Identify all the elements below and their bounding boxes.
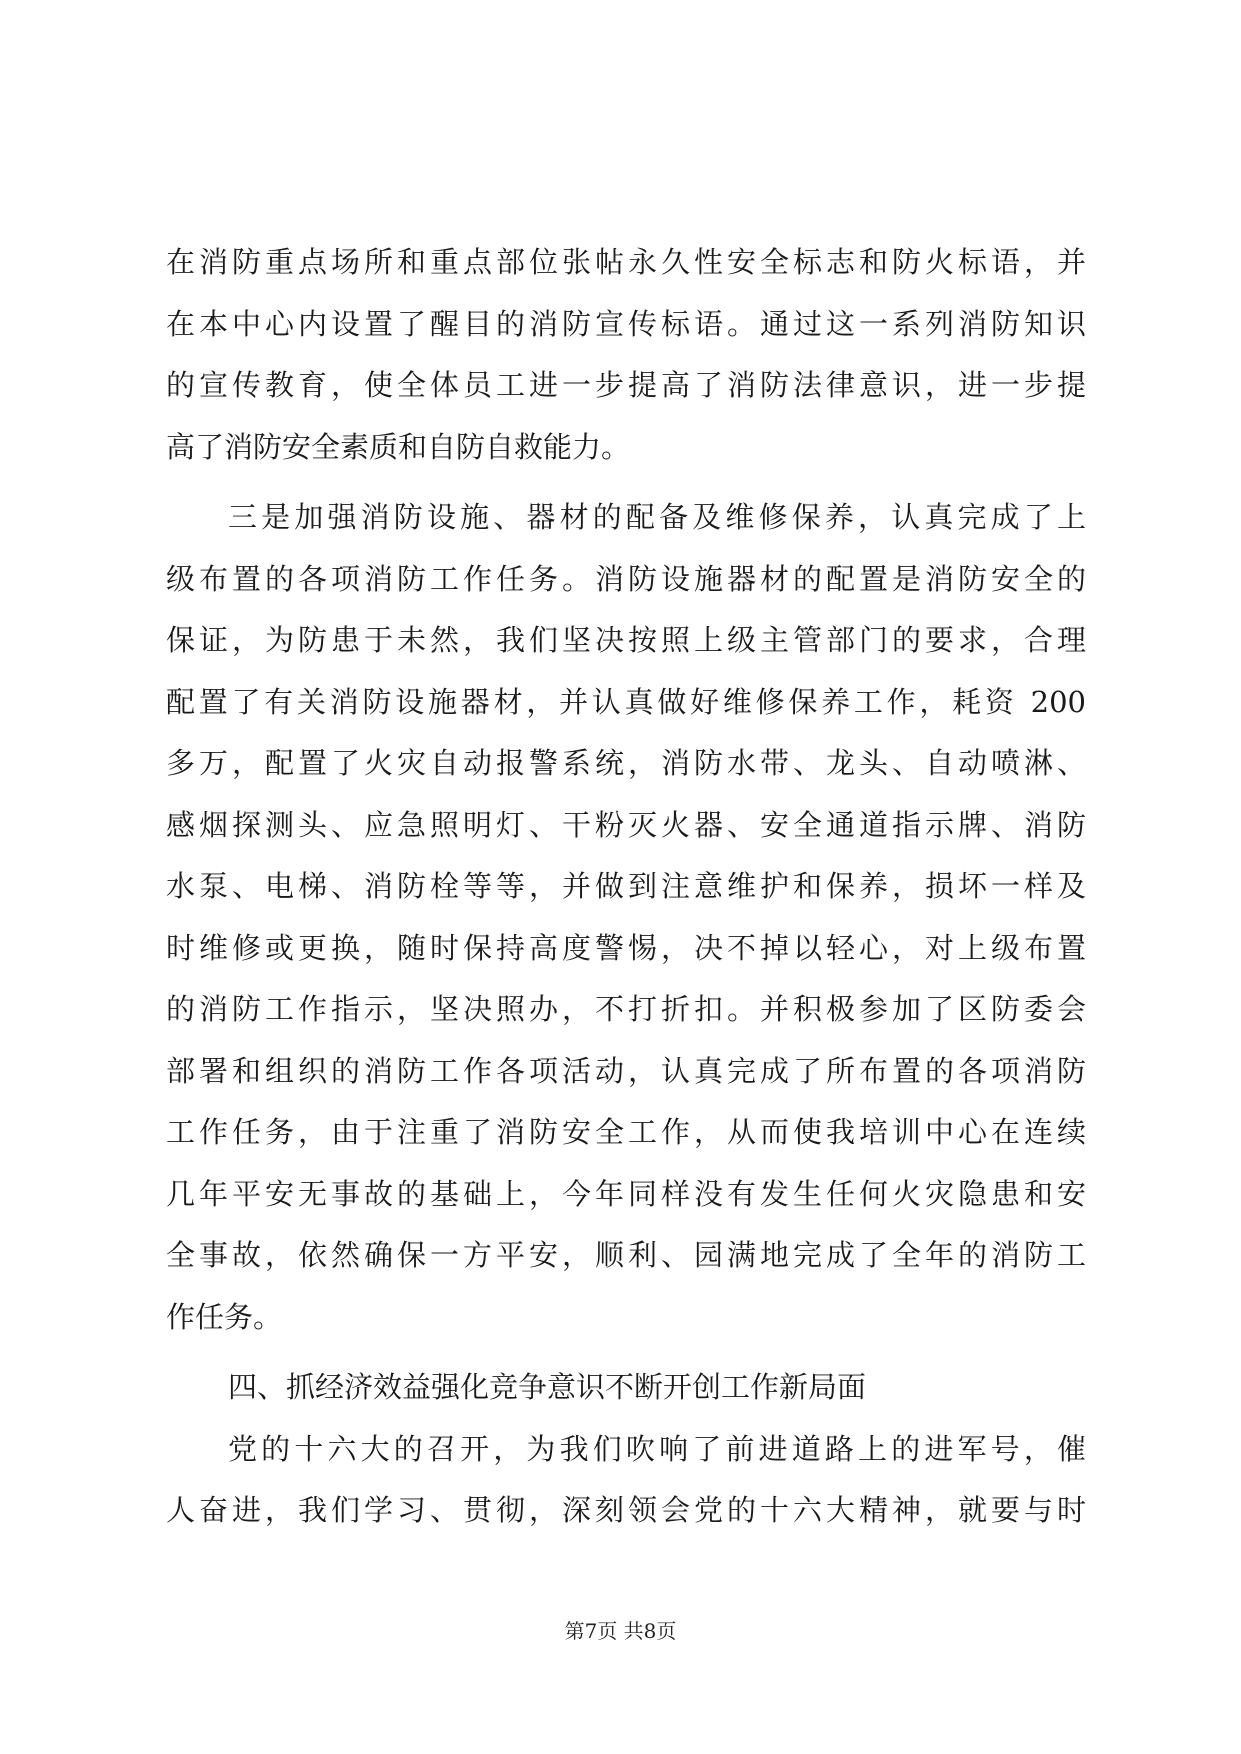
text-line: 人奋进，我们学习、贯彻，深刻领会党的十六大精神，就要与时 [166,1493,1086,1527]
text-line: 部署和组织的消防工作各项活动，认真完成了所布置的各项消防 [166,1053,1086,1088]
text-line: 几年平安无事故的基础上，今年同样没有发生任何火灾隐患和安 [166,1176,1086,1211]
text-line: 多万，配置了火灾自动报警系统，消防水带、龙头、自动喷淋、 [166,746,1086,780]
text-line: 级布置的各项消防工作任务。消防设施器材的配置是消防安全的 [166,561,1086,596]
text-line: 的宣传教育，使全体员工进一步提高了消防法律意识，进一步提 [166,368,1086,402]
text-line: 保证，为防患于未然，我们坚决按照上级主管部门的要求，合理 [166,623,1086,657]
text-line: 全事故，依然确保一方平安，顺利、园满地完成了全年的消防工 [166,1238,1086,1272]
text-line: 作任务。 [166,1299,283,1334]
text-line: 水泵、电梯、消防栓等等，并做到注意维护和保养，损坏一样及 [166,869,1086,903]
text-line: 在本中心内设置了醒目的消防宣传标语。通过这一系列消防知识 [166,306,1086,341]
text-line: 时维修或更换，随时保持高度警惕，决不掉以轻心，对上级布置 [166,930,1086,965]
paragraph-first-line: 党的十六大的召开，为我们吹响了前进道路上的进军号，催 [228,1431,1086,1466]
text-line: 感烟探测头、应急照明灯、干粉灭火器、安全通道指示牌、消防 [166,807,1086,842]
text-line: 的消防工作指示，坚决照办，不打折扣。并积极参加了区防委会 [166,992,1086,1026]
text-line: 工作任务，由于注重了消防安全工作，从而使我培训中心在连续 [166,1115,1086,1149]
text-line: 高了消防安全素质和自防自救能力。 [166,429,631,464]
page-footer: 第7页 共8页 [564,1619,677,1643]
body-text [166,232,1086,1542]
text-line: 配置了有关消防设施器材，并认真做好维修保养工作，耗资 200 [166,684,1086,719]
text-line: 在消防重点场所和重点部位张帖永久性安全标志和防火标语，并 [166,245,1086,279]
paragraph-first-line: 三是加强消防设施、器材的配备及维修保养，认真完成了上 [228,500,1086,534]
section-heading: 四、抓经济效益强化竞争意识不断开创工作新局面 [228,1370,867,1404]
